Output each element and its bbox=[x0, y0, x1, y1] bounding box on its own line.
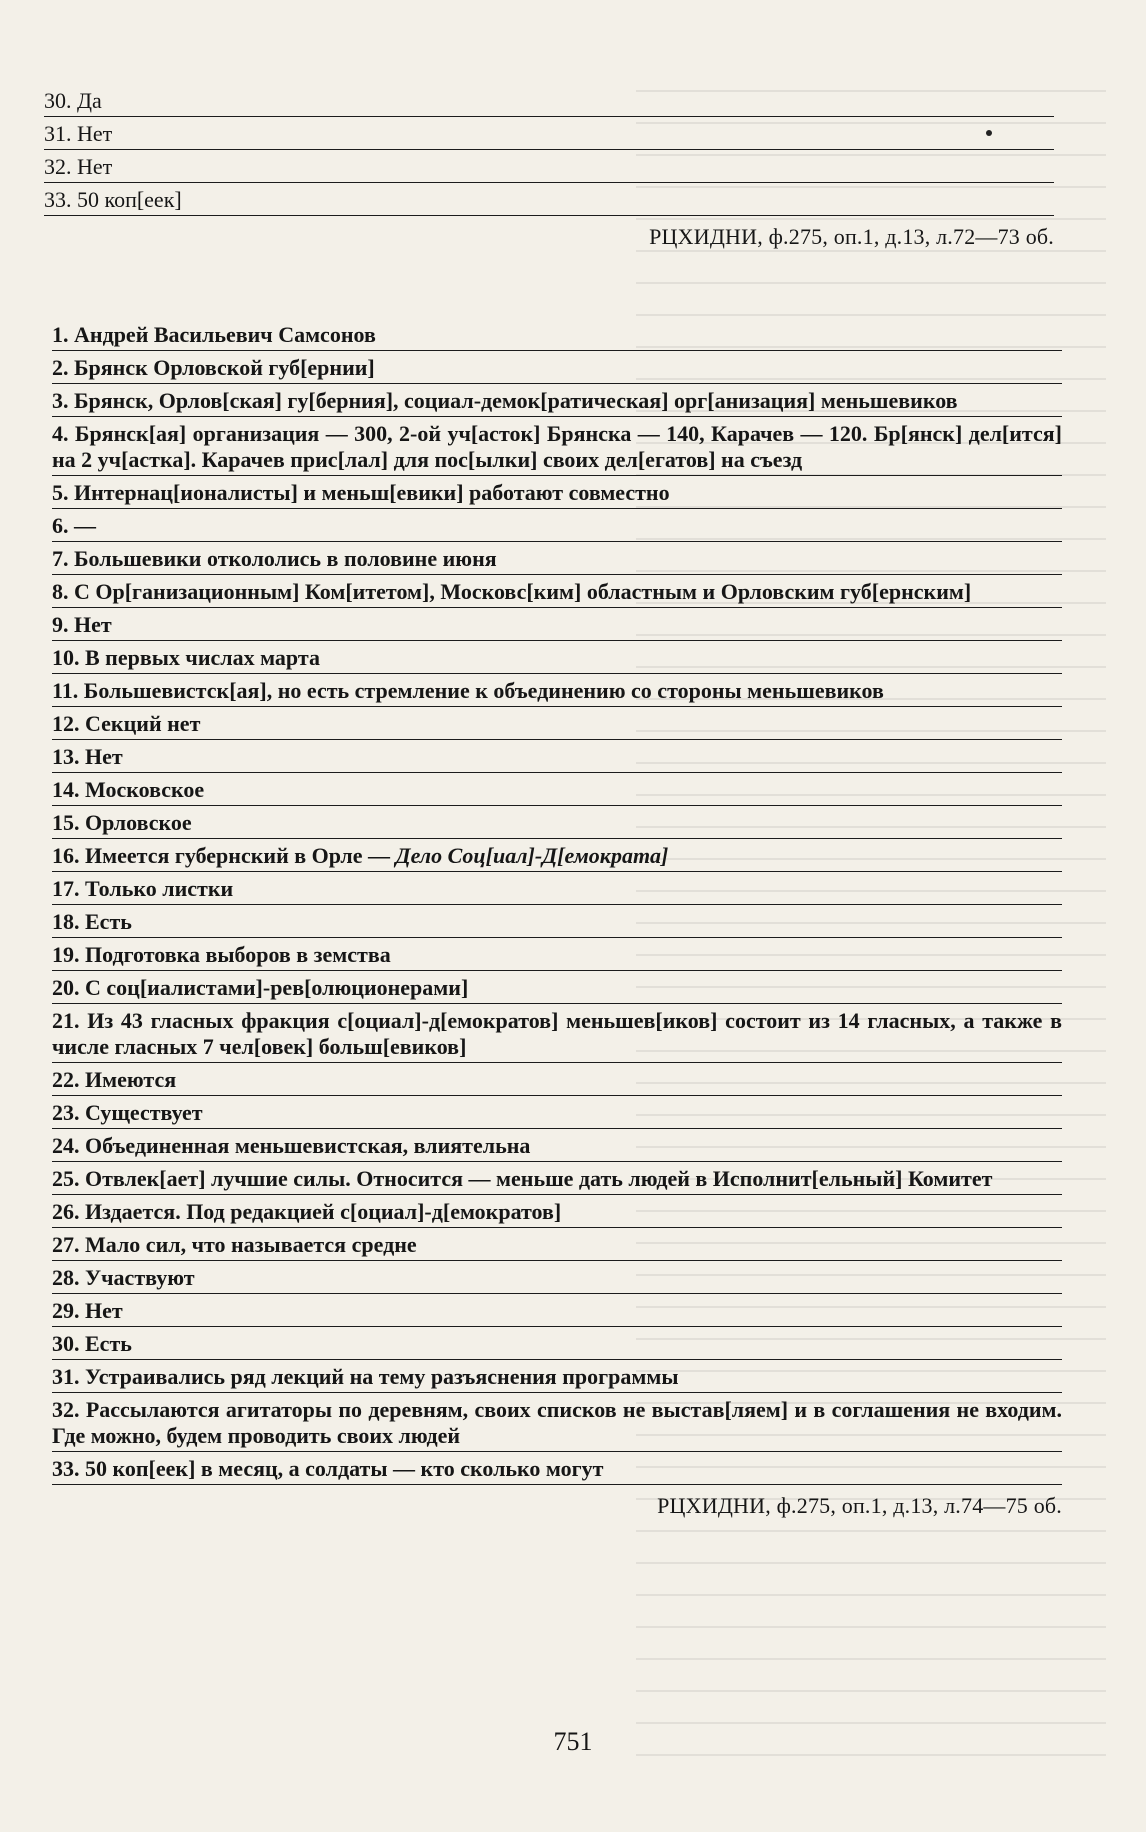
answer-row: 29. Нет bbox=[52, 1294, 1062, 1327]
answer-row: 32. Нет bbox=[44, 150, 1054, 183]
answer-row: 24. Объединенная меньшевистская, влиятельна bbox=[52, 1129, 1062, 1162]
answer-row: 28. Участвуют bbox=[52, 1261, 1062, 1294]
answer-row: 30. Есть bbox=[52, 1327, 1062, 1360]
answer-row: 11. Большевистск[ая], но есть стремление к объединению со стороны меньшевиков bbox=[52, 674, 1062, 707]
answer-row: 25. Отвлек[ает] лучшие силы. Относится — меньше дать людей в Исполнит[ельный] Комитет bbox=[52, 1162, 1062, 1195]
answer-row: 4. Брянск[ая] организация — 300, 2-ой уч[асток] Брянска — 140, Карачев — 120. Бр[янск] дел[ится] на 2 уч[астка]. Карачев прис[лал] для пос[ылки] своих дел[егатов] на съезд bbox=[52, 417, 1062, 476]
answer-row: 23. Существует bbox=[52, 1096, 1062, 1129]
answer-row: 17. Только листки bbox=[52, 872, 1062, 905]
page-number: 751 bbox=[553, 1727, 593, 1756]
answer-row: 21. Из 43 гласных фракция с[оциал]-д[емократов] меньшев[иков] состоит из 14 гласных, а также в числе гласных 7 чел[овек] больш[евиков] bbox=[52, 1004, 1062, 1063]
answer-row: 5. Интернац[ионалисты] и меньш[евики] работают совместно bbox=[52, 476, 1062, 509]
newspaper-title: Дело Соц[иал]-Д[емократа] bbox=[395, 843, 669, 868]
answer-row: 31. Нет bbox=[44, 117, 1054, 150]
answer-row: 20. С соц[иалистами]-рев[олюционерами] bbox=[52, 971, 1062, 1004]
questionnaire-answers bbox=[52, 318, 1062, 1519]
answer-row: 33. 50 коп[еек] bbox=[44, 183, 1054, 216]
answer-row: 15. Орловское bbox=[52, 806, 1062, 839]
answer-row: 31. Устраивались ряд лекций на тему разъяснения программы bbox=[52, 1360, 1062, 1393]
answer-row: 26. Издается. Под редакцией с[оциал]-д[емократов] bbox=[52, 1195, 1062, 1228]
previous-questionnaire-end bbox=[44, 84, 1054, 250]
answer-row: 22. Имеются bbox=[52, 1063, 1062, 1096]
answer-row: 3. Брянск, Орлов[ская] гу[берния], социал-демок[ратическая] орг[анизация] меньшевиков bbox=[52, 384, 1062, 417]
answer-row: 14. Московское bbox=[52, 773, 1062, 806]
answer-row: 8. С Ор[ганизационным] Ком[итетом], Московс[ким] областным и Орловским губ[ернским] bbox=[52, 575, 1062, 608]
answer-text: 16. Имеется губернский в Орле — bbox=[52, 843, 391, 868]
answer-row: 13. Нет bbox=[52, 740, 1062, 773]
answer-row: 30. Да bbox=[44, 84, 1054, 117]
answer-row: 9. Нет bbox=[52, 608, 1062, 641]
answer-row: 1. Андрей Васильевич Самсонов bbox=[52, 318, 1062, 351]
answer-row: 10. В первых числах марта bbox=[52, 641, 1062, 674]
answer-row: 19. Подготовка выборов в земства bbox=[52, 938, 1062, 971]
archive-source-citation: РЦХИДНИ, ф.275, оп.1, д.13, л.72—73 об. bbox=[649, 224, 1054, 249]
answer-row: 7. Большевики откололись в половине июня bbox=[52, 542, 1062, 575]
answer-row: 6. — bbox=[52, 509, 1062, 542]
answer-row-16 bbox=[52, 839, 1062, 872]
answer-row: 32. Рассылаются агитаторы по деревням, своих списков не выстав[ляем] и в соглашения не входим. Где можно, будем проводить своих людей bbox=[52, 1393, 1062, 1452]
answer-row: 12. Секций нет bbox=[52, 707, 1062, 740]
answer-row: 2. Брянск Орловской губ[ернии] bbox=[52, 351, 1062, 384]
answer-row: 33. 50 коп[еек] в месяц, а солдаты — кто сколько могут bbox=[52, 1452, 1062, 1485]
answer-row: 18. Есть bbox=[52, 905, 1062, 938]
archive-source-citation: РЦХИДНИ, ф.275, оп.1, д.13, л.74—75 об. bbox=[657, 1493, 1062, 1518]
answer-row: 27. Мало сил, что называется средне bbox=[52, 1228, 1062, 1261]
